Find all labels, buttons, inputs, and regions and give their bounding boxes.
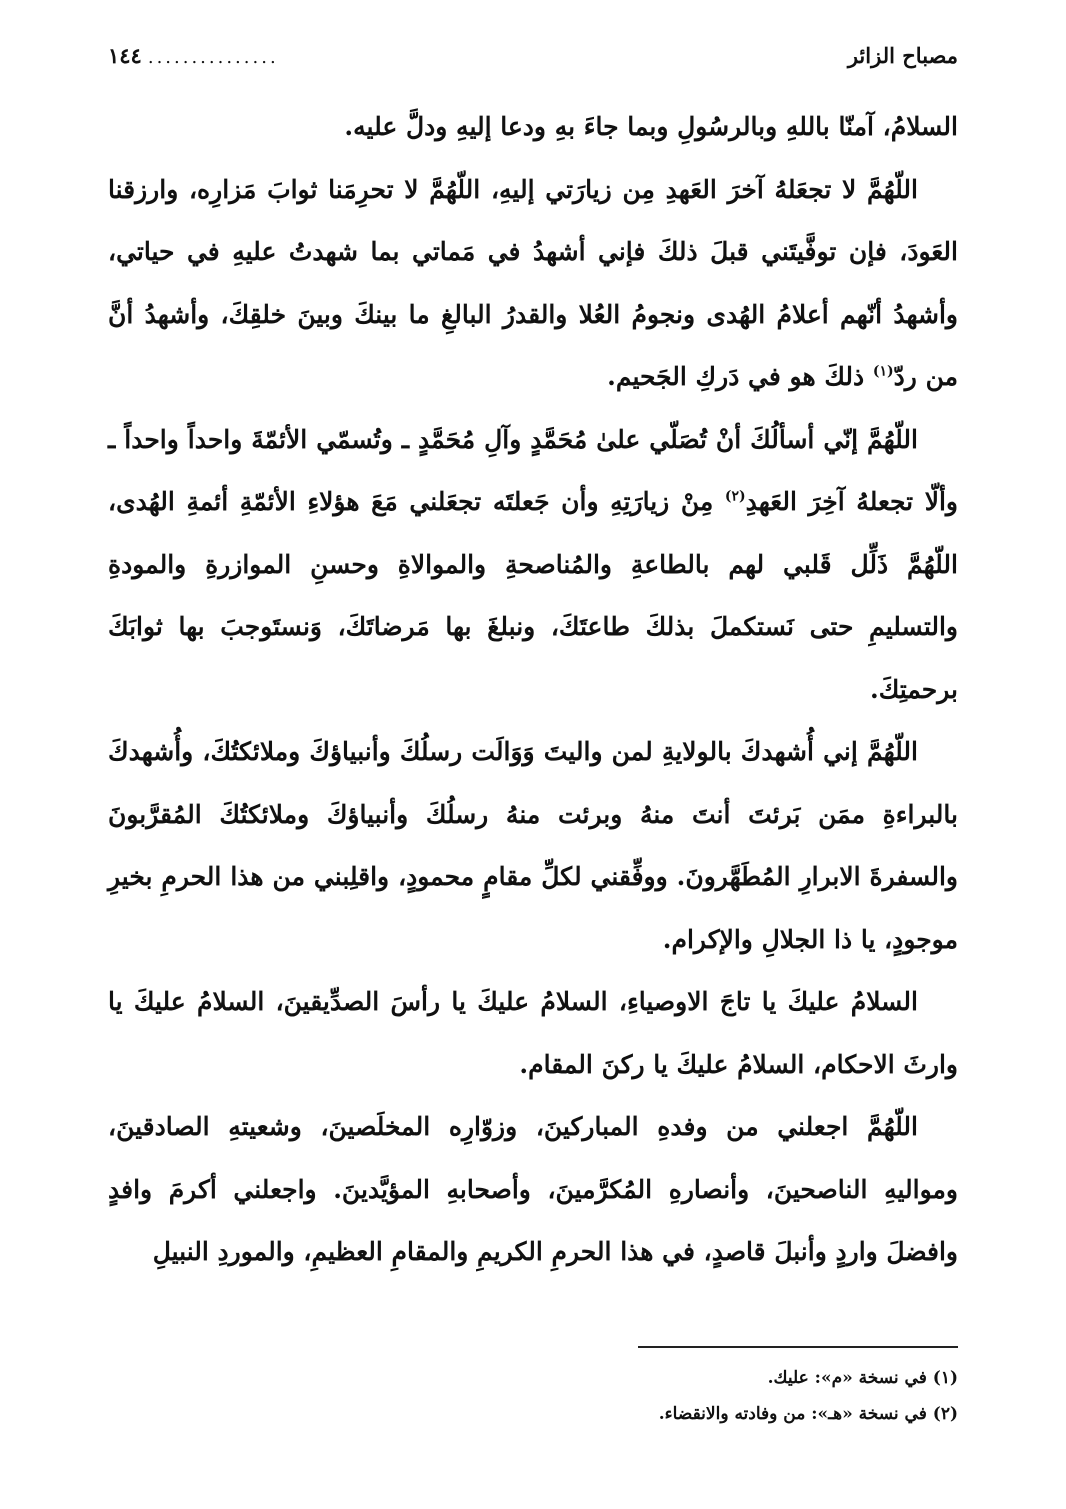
paragraph (108, 159, 958, 409)
paragraph-text: السلامُ عليكَ يا تاجَ الاوصياءِ، السلامُ عليكَ يا رأسَ الصدِّيقينَ، السلامُ عليكَ يا وارثَ الاحكام، السلامُ عليكَ يا ركنَ المقام. (108, 987, 958, 1079)
paragraph-text-tail: ذلكَ هو في دَركِ الجَحيم. (607, 362, 873, 391)
footnote: (١) في نسخة «م»: عليك. (767, 1368, 958, 1388)
paragraph-text: اللّهُمَّ إنّي أسألُكَ أنْ تُصَلّي علىٰ مُحَمَّدٍ وآلِ مُحَمَّدٍ ـ وتُسمّي الأئمّةَ واحداً واحداً ـ وألّا تجعلهُ آخِرَ العَهدِ (108, 424, 959, 516)
body-text (108, 96, 958, 1284)
paragraph (108, 1096, 958, 1284)
paragraph-text-tail: مِنْ زيارَتِهِ وأن جَعلتَه تجعَلني مَعَ هؤلاءِ الأئمّةِ أئمةِ الهُدى، اللّهُمَّ ذَلِّل قَلبي لهم بالطاعةِ والمُناصحةِ والموالاةِ وحسنِ الموازرةِ والمودةِ والتسليمِ حتى نَستكملَ بذلكَ طاعتَكَ، ونبلغَ بها مَرضاتَكَ، وَنستَوجبَ بها ثوابَكَ برحمتِكَ. (108, 487, 958, 704)
footnote-marker: (١) (872, 363, 894, 380)
paragraph-text: السلامُ، آمنّا باللهِ وبالرسُولِ وبما جاءَ بهِ ودعا إليهِ ودلَّ عليه. (344, 112, 958, 141)
book-title: مصباح الزائر (847, 43, 958, 68)
page-number: ١٤٤ (108, 43, 142, 68)
header-dot-leader: ............... (147, 47, 279, 68)
paragraph-text: اللّهُمَّ لا تجعَلهُ آخرَ العَهدِ مِن زيارَتي إليهِ، اللّهُمَّ لا تحرِمَنا ثوابَ مَزارِه، وارزقنا العَودَ، فإن توفَّيتَني قبلَ ذلكَ فإني أشهدُ في مَماتي بما شهدتُ عليهِ في حياتي، وأشهدُ أنّهم أعلامُ الهُدى ونجومُ العُلا والقدرُ البالغِ ما بينكَ وبينَ خلقِكَ، وأشهدُ أنَّ من ردّ (108, 174, 958, 391)
paragraph-text: اللّهُمَّ إني أُشهدكَ بالولايةِ لمن واليتَ وَوَالَت رسلُكَ وأنبياؤكَ وملائكتُكَ، وأُشهدكَ بالبراءةِ ممَن بَرئتَ أنتَ منهُ وبرئت منهُ رسلُكَ وأنبياؤكَ وملائكتُكَ المُقرَّبونَ والسفرةَ الابرارِ المُطَهَّرونَ. ووفِّقني لكلِّ مقامٍ محمودٍ، واقلِبني من هذا الحرمِ بخيرِ موجودٍ، يا ذا الجلالِ والإكرام. (108, 737, 958, 954)
paragraph (108, 971, 958, 1096)
footnote-marker: (٢) (724, 488, 746, 505)
footnotes (108, 1360, 958, 1432)
paragraph (108, 721, 958, 971)
paragraph (108, 96, 958, 159)
header-page-group (108, 30, 279, 84)
paragraph (108, 409, 958, 722)
footnote-separator (638, 1346, 958, 1348)
running-header (108, 30, 958, 82)
footnote: (٢) في نسخة «هـ»: من وفادته والانقضاء. (658, 1404, 958, 1424)
paragraph-text: اللّهُمَّ اجعلني من وفدهِ المباركينَ، وزوّارِه المخلَصينَ، وشعيتهِ الصادقينَ، ومواليهِ الناصحينَ، وأنصارهِ المُكرَّمينَ، وأصحابهِ المؤيَّدينَ. واجعلني أكرمَ وافدٍ وافضلَ واردٍ وأنبلَ قاصدٍ، في هذا الحرمِ الكريمِ والمقامِ العظيمِ، والموردِ النبيلِ (108, 1112, 958, 1266)
